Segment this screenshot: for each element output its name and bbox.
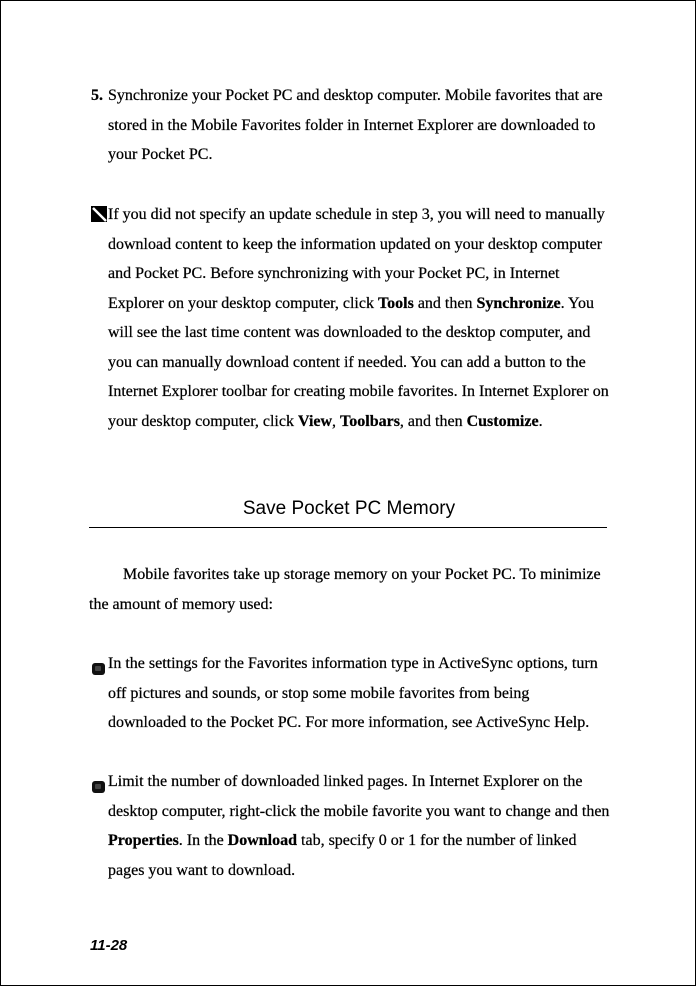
view-menu-label: View <box>297 412 333 430</box>
section-intro: Mobile favorites take up storage memory on your Pocket PC. To minimize the amount of memory used: <box>89 566 601 613</box>
note-text <box>91 200 611 436</box>
bullet-text-part: Limit the number of downloaded linked pages. In Internet Explorer on the desktop computer, right-click the mobile favorite you want to change and then <box>108 773 610 820</box>
properties-command-label: Properties <box>108 832 179 849</box>
note-text-part: . <box>538 412 543 430</box>
step-5 <box>91 81 611 170</box>
bullet-item <box>91 767 611 885</box>
note-text-part: , and then <box>399 412 467 430</box>
section-heading: Save Pocket PC Memory <box>242 498 456 519</box>
bullet-icon <box>91 775 106 789</box>
step-text: Synchronize your Pocket PC and desktop computer. Mobile favorites that are stored in the Mobile Favorites folder in Internet Explorer are downloaded to your Pocket PC. <box>108 87 603 163</box>
note-text-part: . You will see the last time content was downloaded to the desktop computer, and you can manually download content if needed. You can add a button to the Internet Explorer toolbar for creating mobile favorites. In Internet Explorer on your desktop computer, click <box>108 294 609 430</box>
bullet-item <box>91 649 611 738</box>
note-icon <box>91 206 107 222</box>
tools-menu-label: Tools <box>377 294 414 312</box>
page-number: 11-28 <box>90 937 128 954</box>
synchronize-command-label: Synchronize <box>476 294 561 312</box>
customize-command-label: Customize <box>466 412 539 430</box>
bullet-text <box>91 767 611 885</box>
bullet-text: In the settings for the Favorites information type in ActiveSync options, turn off pictures and sounds, or stop some mobile favorites from being downloaded to the Pocket PC. For more information, see ActiveSync Help. <box>108 655 598 731</box>
heading-divider <box>89 527 607 528</box>
note-text-part: , <box>332 412 341 430</box>
download-tab-label: Download <box>227 832 298 849</box>
note-block <box>91 200 611 436</box>
toolbars-menu-label: Toolbars <box>340 412 400 430</box>
note-text-part: If you did not specify an update schedule in step 3, you will need to manually download content to keep the information updated on your desktop computer and Pocket PC. Before synchronizing with your Pocket PC, in Internet Explorer on your desktop computer, click <box>108 206 605 312</box>
bullet-text-part: tab, specify 0 or 1 for the number of linked pages you want to download. <box>108 832 577 879</box>
step-number: 5. <box>91 87 103 104</box>
bullet-text-part: . In the <box>178 832 228 849</box>
bullet-icon <box>91 657 106 671</box>
note-text-part: and then <box>413 294 477 312</box>
